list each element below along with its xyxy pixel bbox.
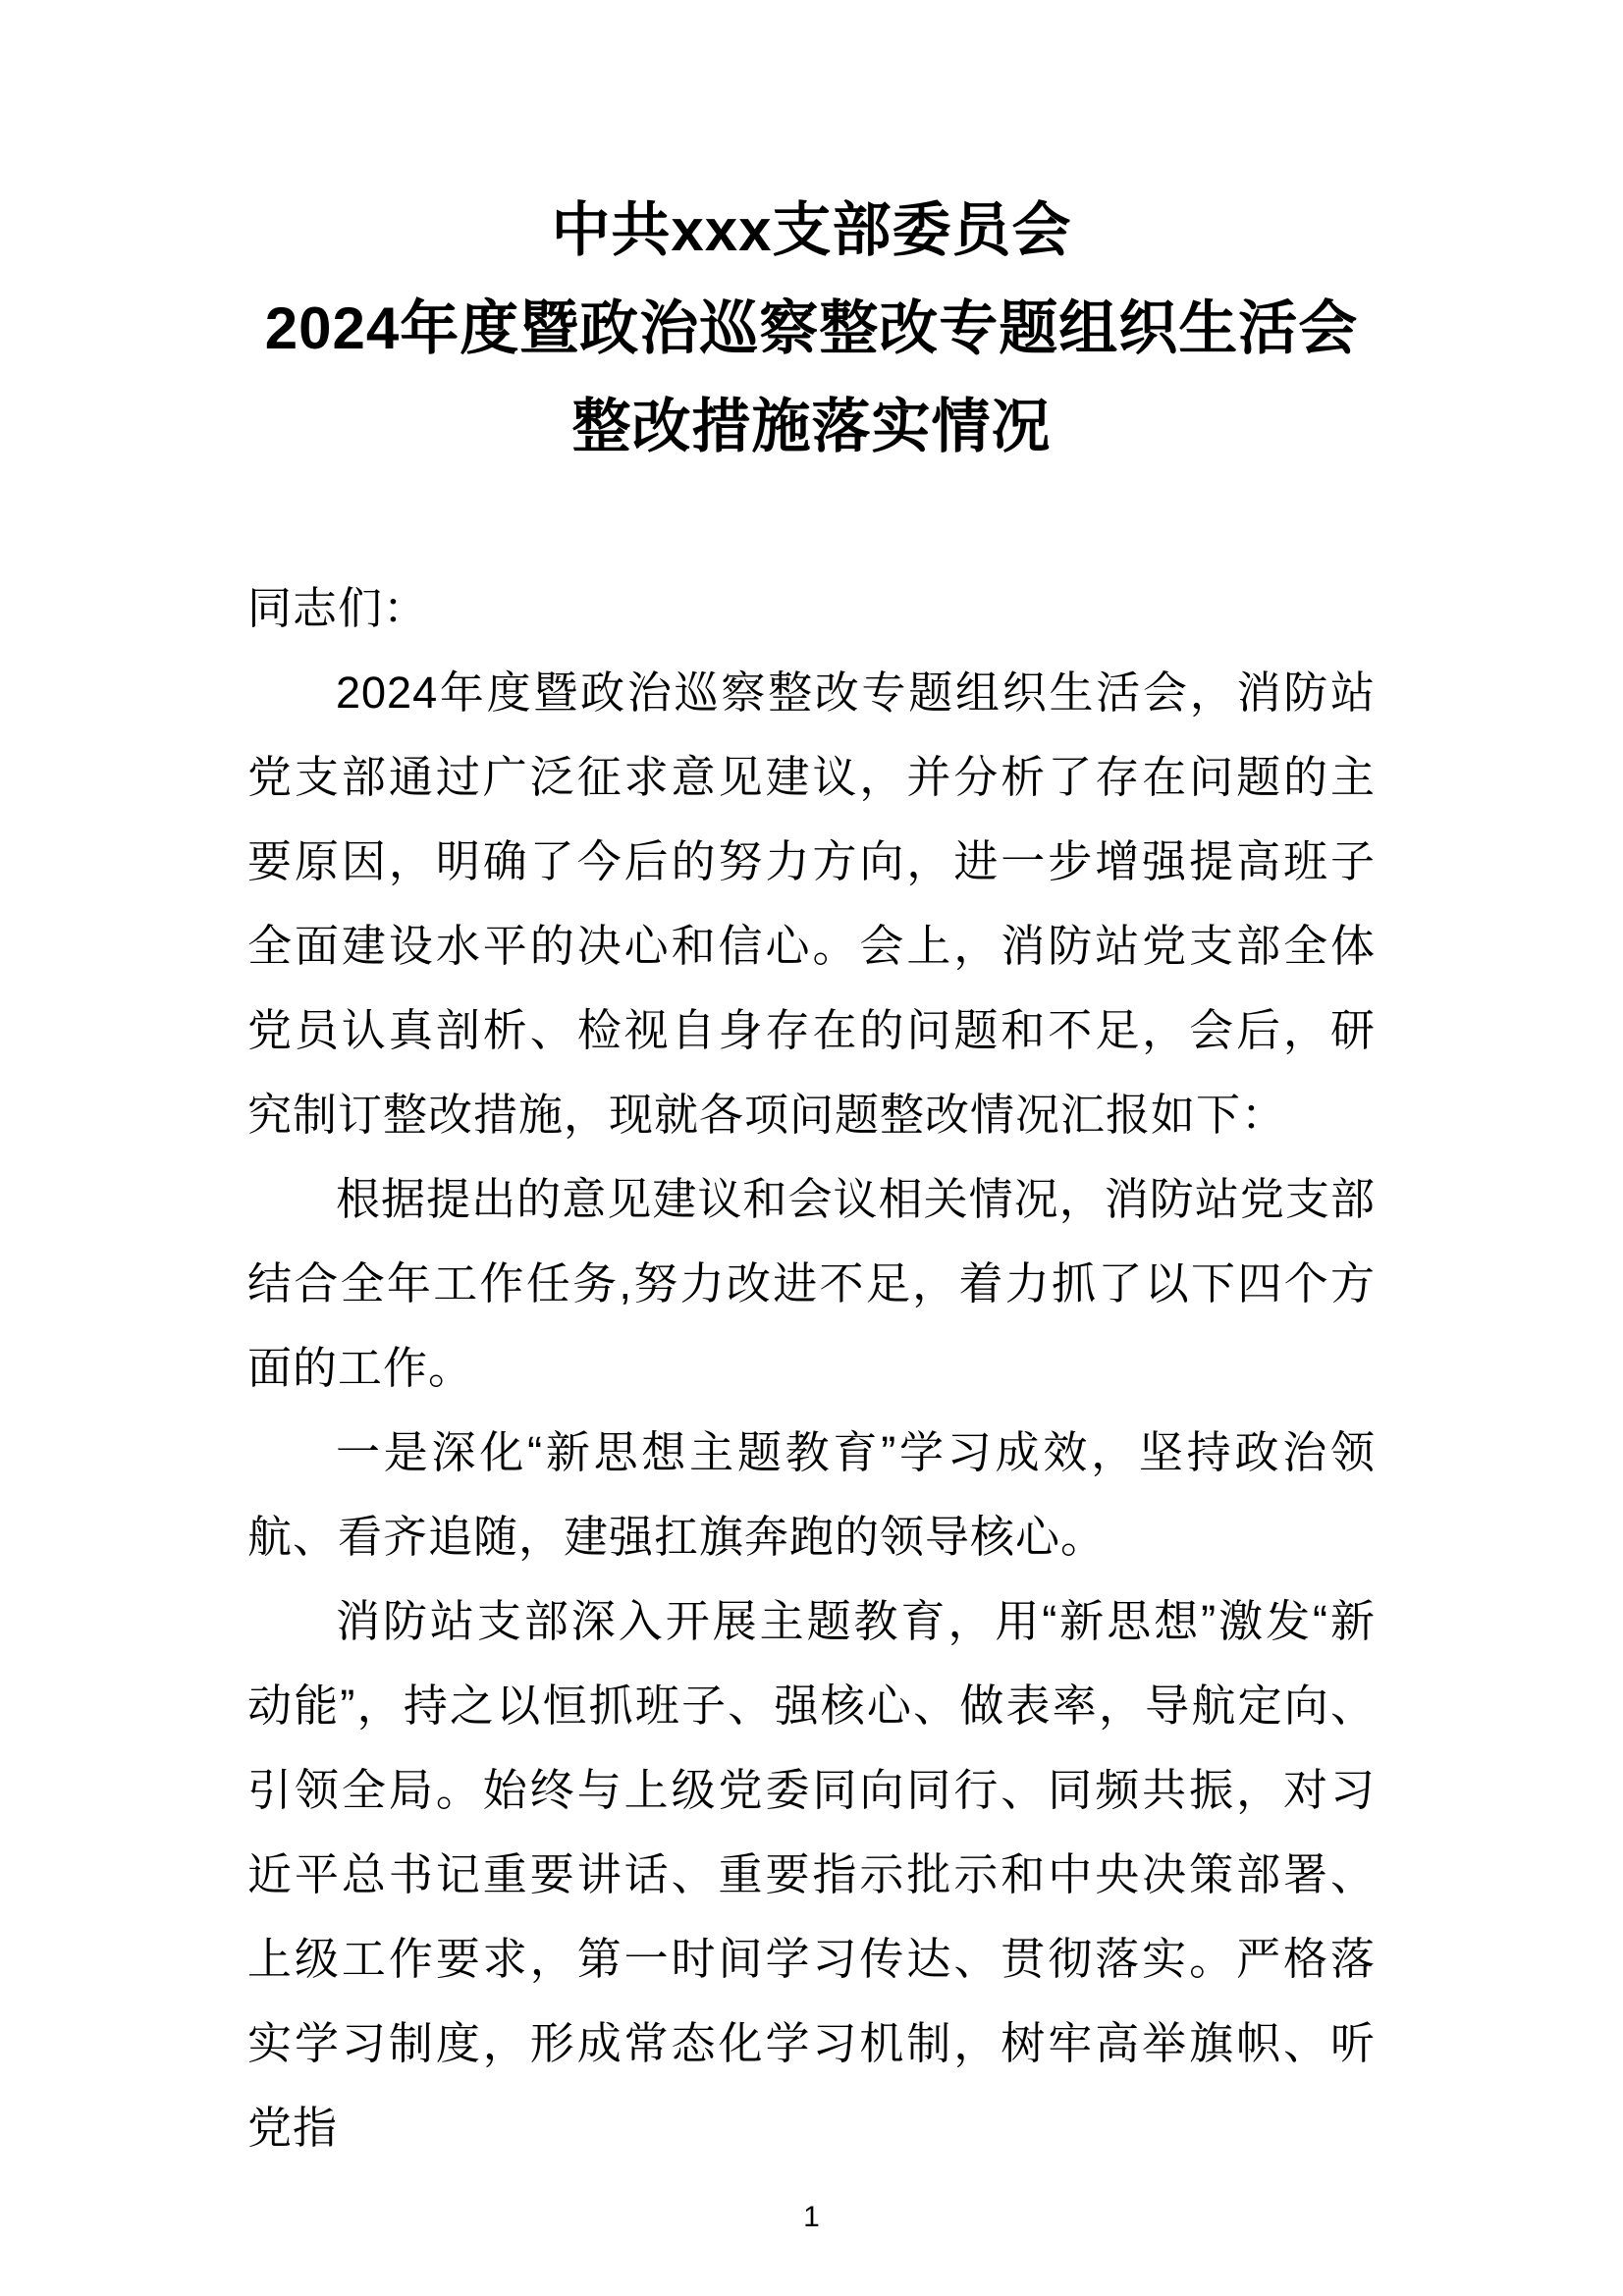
paragraph-3: 一是深化“新思想主题教育”学习成效，坚持政治领航、看齐追随，建强扛旗奔跑的领导核心。 (247, 1427, 1376, 1562)
page-footer (0, 2200, 1623, 2235)
paragraph-2: 根据提出的意见建议和会议相关情况，消防站党支部结合全年工作任务,努力改进不足，着力抓了以下四个方面的工作。 (247, 1174, 1376, 1393)
title-line-1: 中共xxx支部委员会 (551, 197, 1072, 263)
document-body (247, 566, 1376, 2170)
paragraph-4: 消防站支部深入开展主题教育，用“新思想”激发“新动能”，持之以恒抓班子、强核心、做表率，导航定向、引领全局。始终与上级党委同向同行、同频共振，对习近平总书记重要讲话、重要指示批示和中央决策部署、上级工作要求，第一时间学习传达、贯彻落实。严格落实学习制度，形成常态化学习机制，树牢高举旗帜、听党指 (247, 1596, 1376, 2153)
paragraph-1: 2024年度暨政治巡察整改专题组织生活会，消防站党支部通过广泛征求意见建议，并分析了存在问题的主要原因，明确了今后的努力方向，进一步增强提高班子全面建设水平的决心和信心。会上，消防站党支部全体党员认真剖析、检视自身存在的问题和不足，会后，研究制订整改措施，现就各项问题整改情况汇报如下： (247, 667, 1376, 1140)
title-line-2: 2024年度暨政治巡察整改专题组织生活会 (264, 295, 1359, 361)
page-number: 1 (803, 2201, 820, 2233)
salutation: 同志们： (247, 583, 429, 633)
document-title (247, 182, 1376, 476)
title-line-3: 整改措施落实情况 (571, 394, 1052, 459)
